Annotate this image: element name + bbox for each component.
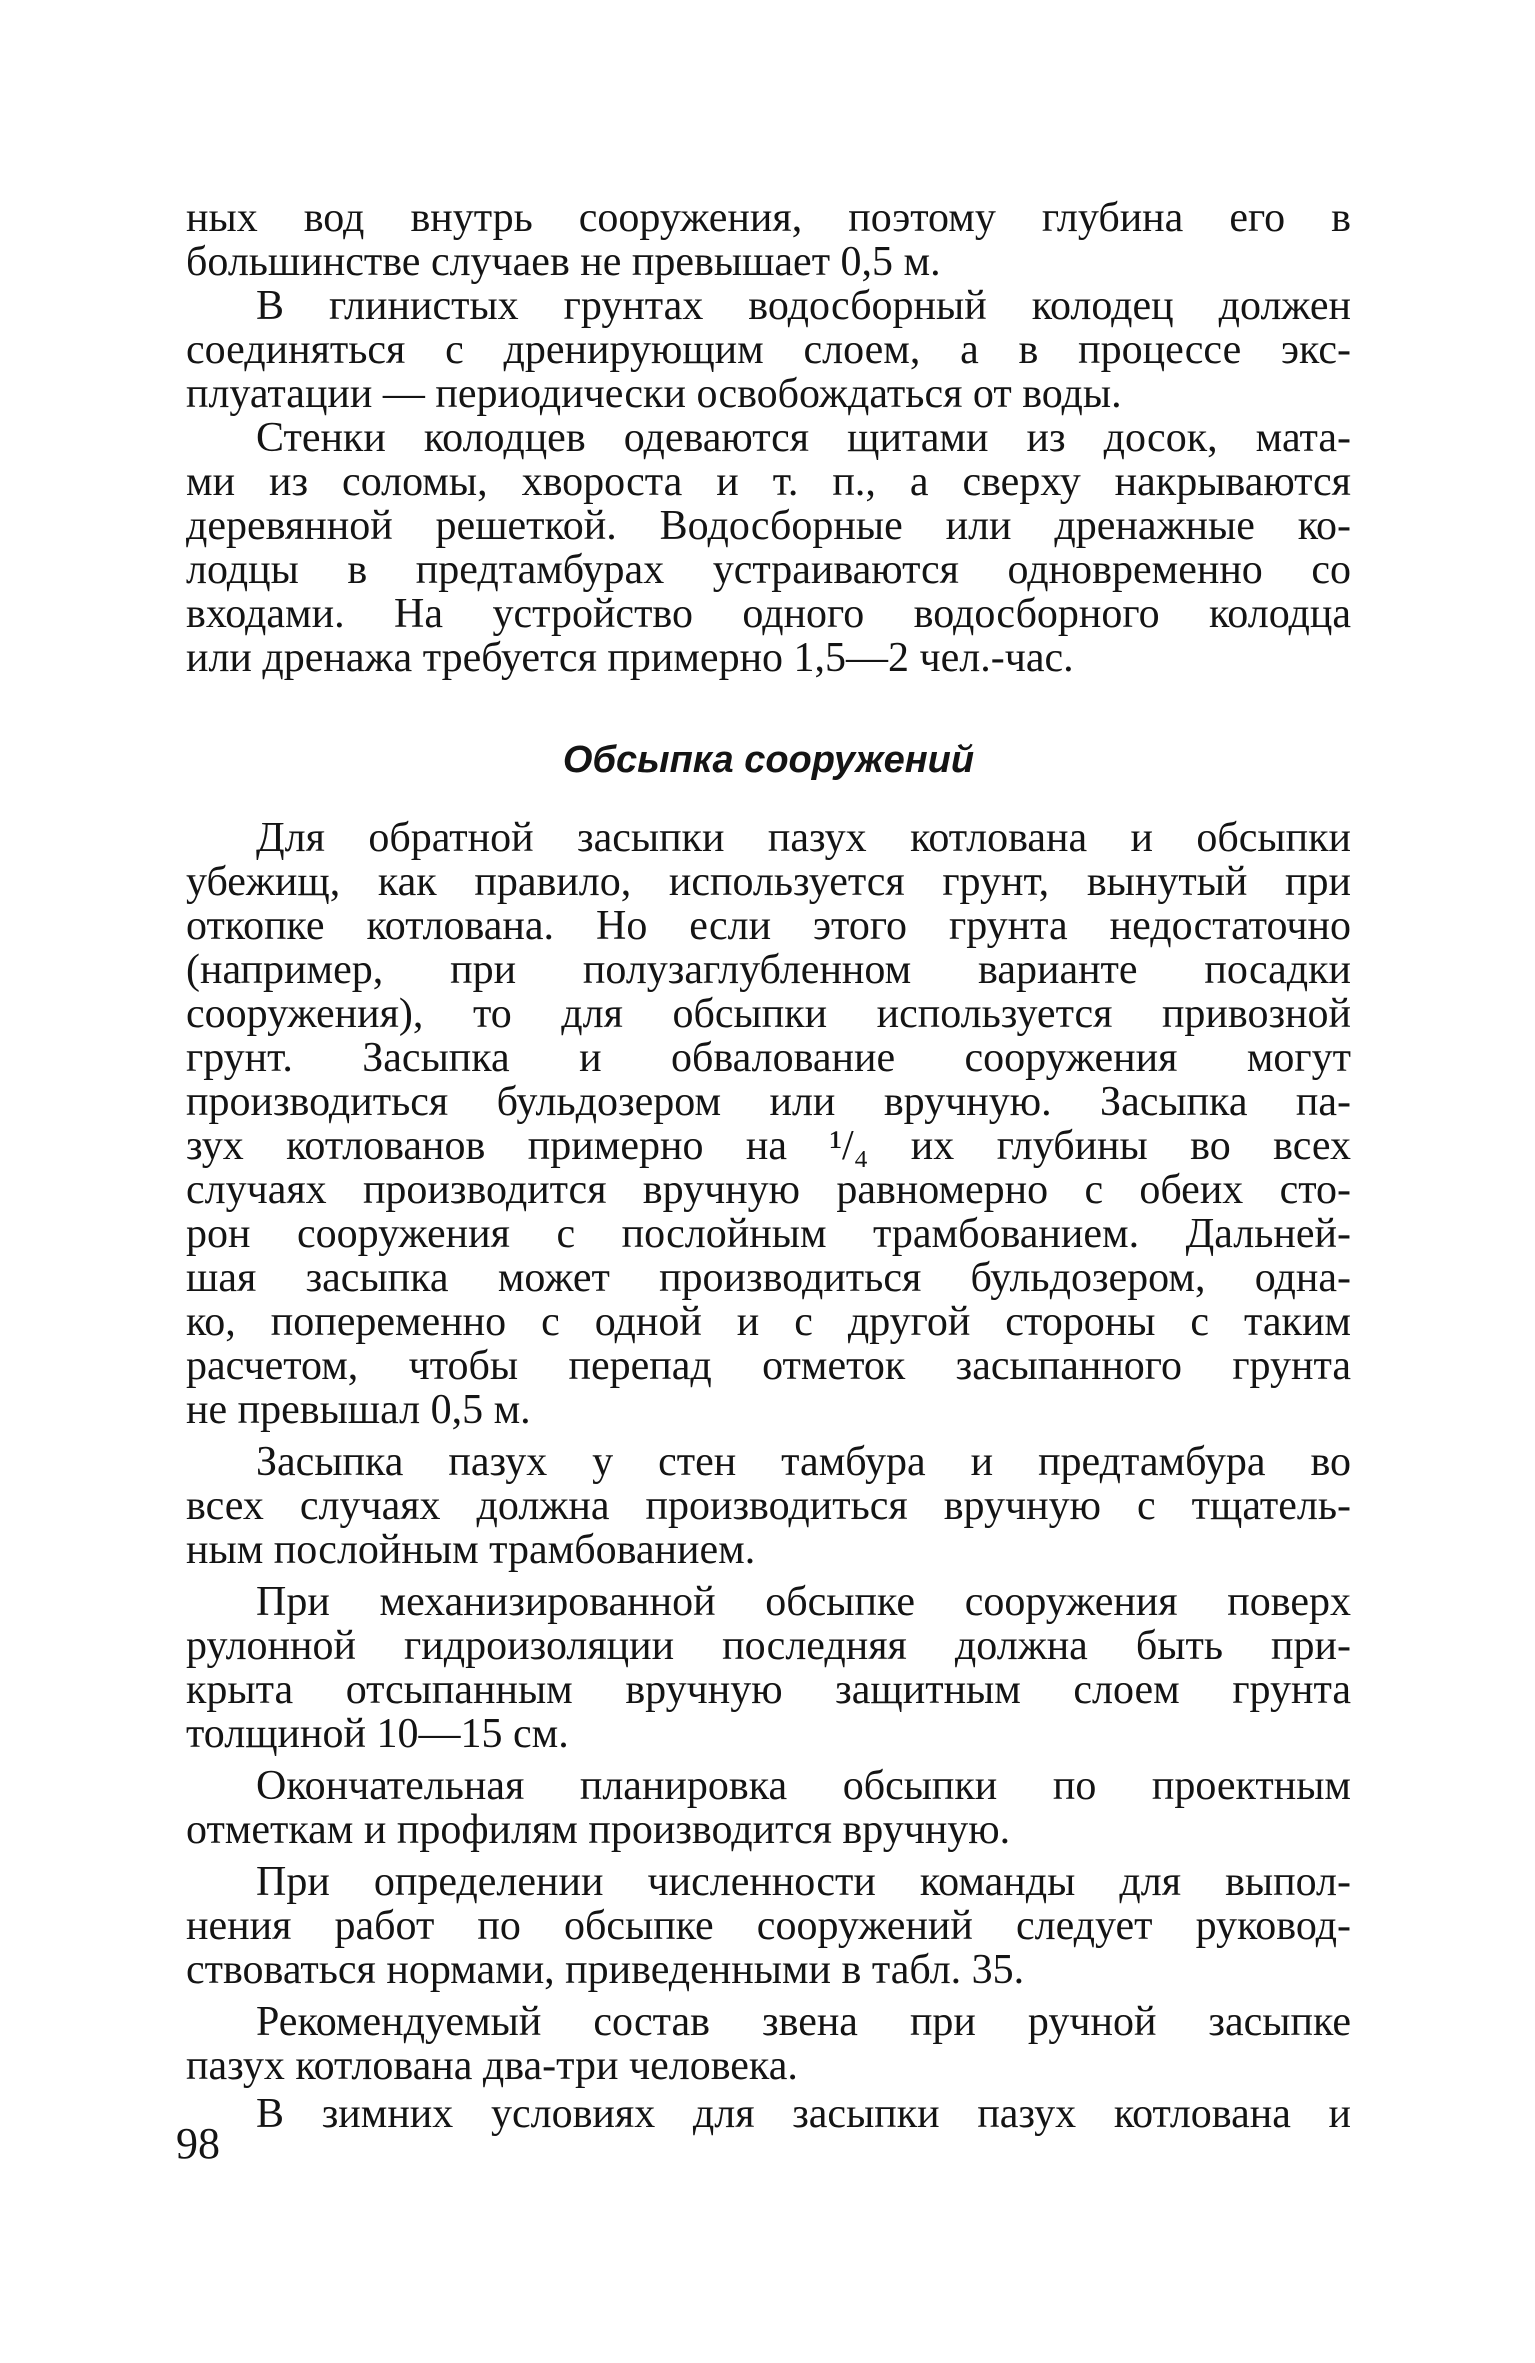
text-line: Для обратной засыпки пазух котлована и обсыпки [256,815,1351,861]
text-line: зух котлованов примерно на ¹/₄ их глубины во всех [186,1123,1351,1169]
text-line: ми из соломы, хвороста и т. п., а сверху накрываются [186,459,1351,505]
page-number: 98 [176,2119,220,2168]
text-line: толщиной 10—15 см. [186,1711,569,1757]
text-line: плуатации — периодически освобождаться от воды. [186,371,1122,417]
text-line: шая засыпка может производиться бульдозером, одна- [186,1255,1351,1301]
text-line: убежищ, как правило, используется грунт, вынутый при [186,859,1351,905]
text-line: В глинистых грунтах водосборный колодец должен [256,283,1351,329]
text-line: грунт. Засыпка и обвалование сооружения могут [186,1035,1351,1081]
text-line: производиться бульдозером или вручную. Засыпка па- [186,1079,1351,1125]
text-line: Засыпка пазух у стен тамбура и предтамбура во [256,1439,1351,1485]
text-line: крыта отсыпанным вручную защитным слоем грунта [186,1667,1351,1713]
text-line: деревянной решеткой. Водосборные или дренажные ко- [186,503,1351,549]
text-line: пазух котлована два-три человека. [186,2043,798,2089]
text-line: ных вод внутрь сооружения, поэтому глубина его в [186,195,1351,241]
text-line: (например, при полузаглубленном варианте посадки [186,947,1351,993]
text-line: откопке котлована. Но если этого грунта недостаточно [186,903,1351,949]
text-line: не превышал 0,5 м. [186,1387,531,1433]
text-line: или дренажа требуется примерно 1,5—2 чел.-час. [186,635,1074,681]
text-line: рон сооружения с послойным трамбованием. Дальней- [186,1211,1351,1257]
text-line: входами. На устройство одного водосборного колодца [186,591,1351,637]
text-line: В зимних условиях для засыпки пазух котлована и [256,2091,1351,2137]
text-line: ным послойным трамбованием. [186,1527,756,1573]
text-line: Рекомендуемый состав звена при ручной засыпке [256,1999,1351,2045]
text-line: Окончательная планировка обсыпки по проектным [256,1763,1351,1809]
text-line: большинстве случаев не превышает 0,5 м. [186,239,941,285]
text-line: нения работ по обсыпке сооружений следует руковод- [186,1903,1351,1949]
text-line: При механизированной обсыпке сооружения поверх [256,1579,1351,1625]
text-line: сооружения), то для обсыпки используется привозной [186,991,1351,1037]
text-line: всех случаях должна производиться вручную с тщатель- [186,1483,1351,1529]
text-line: отметкам и профилям производится вручную. [186,1807,1011,1853]
text-line: При определении численности команды для выпол- [256,1859,1351,1905]
text-line: рулонной гидроизоляции последняя должна быть при- [186,1623,1351,1669]
text-line: соединяться с дренирующим слоем, а в процессе экс- [186,327,1351,373]
text-line: Стенки колодцев одеваются щитами из досок, мата- [256,415,1351,461]
text-line: ко, попеременно с одной и с другой стороны с таким [186,1299,1351,1345]
section-heading: Обсыпка сооружений [562,739,975,781]
text-line: расчетом, чтобы перепад отметок засыпанного грунта [186,1343,1351,1389]
text-line: случаях производится вручную равномерно с обеих сто- [186,1167,1351,1213]
text-line: ствоваться нормами, приведенными в табл. 35. [186,1947,1025,1993]
text-line: лодцы в предтамбурах устраиваются одновременно со [186,547,1351,593]
